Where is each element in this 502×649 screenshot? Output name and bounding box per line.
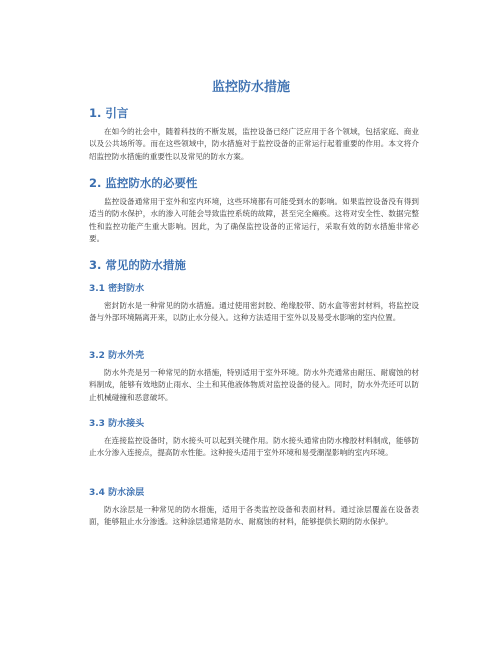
subsection-heading-sealing: 3.1 密封防水 [89,284,145,294]
document-title: 监控防水措施 [211,80,290,95]
section-paragraph-necessity: 监控设备通常用于室外和室内环境，这些环境都有可能受到水的影响。如果监控设备没有得到适当的防水保护，水的渗入可能会导致监控系统的故障，甚至完全瘫痪。这将对安全性、数据完整性和监控功能产生重大影响。因此，为了确保监控设备的正常运行，采取有效的防水措施非常必要。 [89,197,419,244]
subsection-paragraph-coating: 防水涂层是一种常见的防水措施，适用于各类监控设备和表面材料。通过涂层覆盖在设备表面，能够阻止水分渗透。这种涂层通常是防水、耐腐蚀的材料，能够提供长期的防水保护。 [89,505,419,527]
section-heading-intro: 1. 引言 [89,106,129,120]
subsection-paragraph-housing: 防水外壳是另一种常见的防水措施，特别适用于室外环境。防水外壳通常由耐压、耐腐蚀的材料制成，能够有效地防止雨水、尘土和其他液体物质对监控设备的侵入。同时，防水外壳还可以防止机械碰撞和恶意破坏。 [89,368,419,402]
subsection-heading-connector: 3.3 防水接头 [89,419,145,429]
section-heading-necessity: 2. 监控防水的必要性 [89,176,198,190]
subsection-paragraph-connector: 在连接监控设备时，防水接头可以起到关键作用。防水接头通常由防水橡胶材料制成，能够防止水分渗入连接点，提高防水性能。这种接头适用于室外环境和易受潮湿影响的室内环境。 [89,436,419,458]
section-paragraph-intro: 在如今的社会中，随着科技的不断发展，监控设备已经广泛应用于各个领域，包括家庭、商业以及公共场所等。而在这些领域中，防水措施对于监控设备的正常运行起着重要的作用。本文将介绍监控防水措施的重要性以及常见的防水方案。 [89,127,419,161]
subsection-paragraph-sealing: 密封防水是一种常见的防水措施。通过使用密封胶、绝缘胶带、防水盒等密封材料，将监控设备与外部环境隔离开来，以防止水分侵入。这种方法适用于室外以及易受水影响的室内位置。 [89,301,419,323]
section-heading-measures: 3. 常见的防水措施 [89,258,186,272]
subsection-heading-coating: 3.4 防水涂层 [89,488,145,498]
subsection-heading-housing: 3.2 防水外壳 [89,351,145,361]
